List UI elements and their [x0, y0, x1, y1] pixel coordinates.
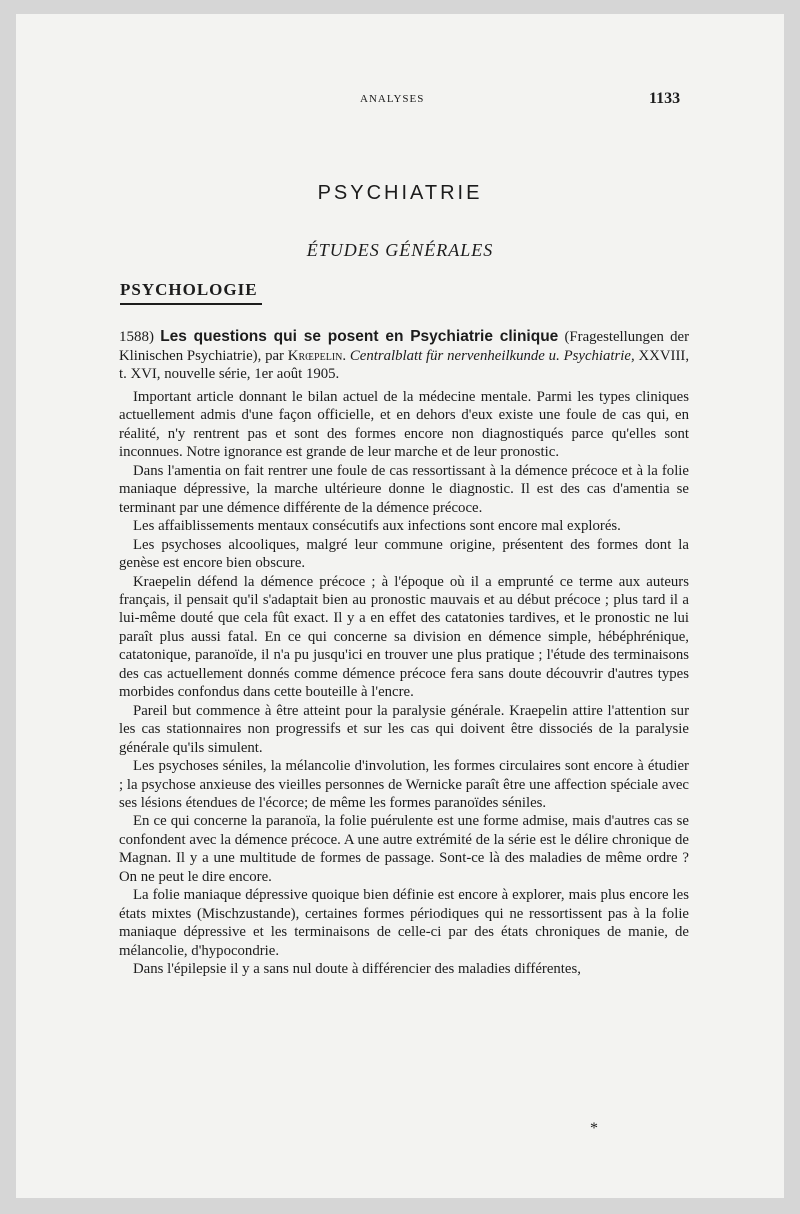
running-header [16, 90, 784, 112]
paragraph: Les psychoses alcooliques, malgré leur commune origine, présentent des formes dont la genèse est encore bien obscure. [119, 536, 689, 572]
paragraph: En ce qui concerne la paranoïa, la folie puérulente est une forme admise, mais d'autres cas se confondent avec la démence précoce. A une autre extrémité de la série est le délire chronique de Magnan. Il y a une multitude de formes de passage. Sont-ce là des maladies de même ordre ? On ne peut le dire encore. [119, 813, 689, 885]
entry-author: Krœpelin. [287, 347, 347, 364]
paragraph: Kraepelin défend la démence précoce ; à l'époque où il a emprunté ce terme aux auteurs français, il pensait qu'il s'adaptait bien au pronostic mauvais et au début précoce ; plus tard il a lui-même douté que cela fût exact. Il y a en effet des catatonies tardives, et le pronostic ne lui paraît plus aussi fatal. En ce qui concerne sa division en démence simple, hébéphrénique, catatonique, paranoïde, il n'a pu jusqu'ici en trouver une plus pratique ; l'étude des terminaisons des cas actuellement donnés comme démence précoce fera sans doute découvrir d'autres types morbides confondus dans cette bouteille à l'encre. [119, 573, 689, 701]
entry-number: 1588) [119, 329, 154, 345]
paragraph: Pareil but commence à être atteint pour la paralysie générale. Kraepelin attire l'attention sur les cas stationnaires non progressifs et sur les cas qui doivent être dissociés de la paralysie générale qu'ils simulent. [119, 702, 689, 756]
subsection-title: ÉTUDES GÉNÉRALES [306, 240, 494, 260]
paragraph: Dans l'épilepsie il y a sans nul doute à différencier des maladies différentes, [133, 961, 581, 978]
entry-title: Les questions qui se posent en Psychiatrie clinique [160, 328, 559, 345]
document-page [16, 14, 784, 1198]
paragraph: Dans l'amentia on fait rentrer une foule de cas ressortissant à la démence précoce et à la folie maniaque dépressive, la marche ultérieure donne le diagnostic. Il est des cas d'amentia se terminant par une démence différente de la démence précoce. [119, 462, 689, 516]
footer-asterisk: * [590, 1120, 598, 1137]
entry-original-title: (Fragestellungen der Klinischen Psychiatrie), par [119, 329, 689, 364]
paragraph: Important article donnant le bilan actuel de la médecine mentale. Parmi les types cliniques actuellement admis d'une façon officielle, et en dehors d'eux existe une foule de cas qui, en réalité, n'y rentrent pas et sont des formes encore non diagnostiqués parce qu'elles sont inconnues. Notre ignorance est grande de leur marche et de leur pronostic. [119, 389, 689, 461]
rubric-heading: PSYCHOLOGIE [120, 280, 258, 299]
running-title: ANALYSES [360, 93, 425, 105]
page-number: 1133 [649, 90, 681, 107]
entry-citation: XXVIII, t. XVI, nouvelle série, 1er août 1905. [119, 347, 690, 382]
paragraph: Les affaiblissements mentaux consécutifs aux infections sont encore mal explorés. [133, 518, 621, 535]
paragraph: Les psychoses séniles, la mélancolie d'involution, les formes circulaires sont encore à étudier ; la psychose anxieuse des vieilles personnes de Wernicke paraît être une affection spéciale avec ses lésions étendues de l'écorce; de même les formes paranoïdes séniles. [119, 758, 689, 811]
paragraph: La folie maniaque dépressive quoique bien définie est encore à explorer, mais plus encore les états mixtes (Mischzustande), certaines formes périodiques qui ne ressortissent pas à la folie maniaque dépressive et les terminaisons de celle-ci par des états chroniques de manie, de mélancolie, d'hypocondrie. [119, 887, 689, 959]
entry-journal: Centralblatt für nervenheilkunde u. Psychiatrie, [349, 347, 635, 364]
heading-underline [120, 303, 262, 305]
bibliographic-entry [119, 328, 689, 384]
article-body [119, 388, 689, 979]
section-title: PSYCHIATRIE [317, 182, 483, 204]
